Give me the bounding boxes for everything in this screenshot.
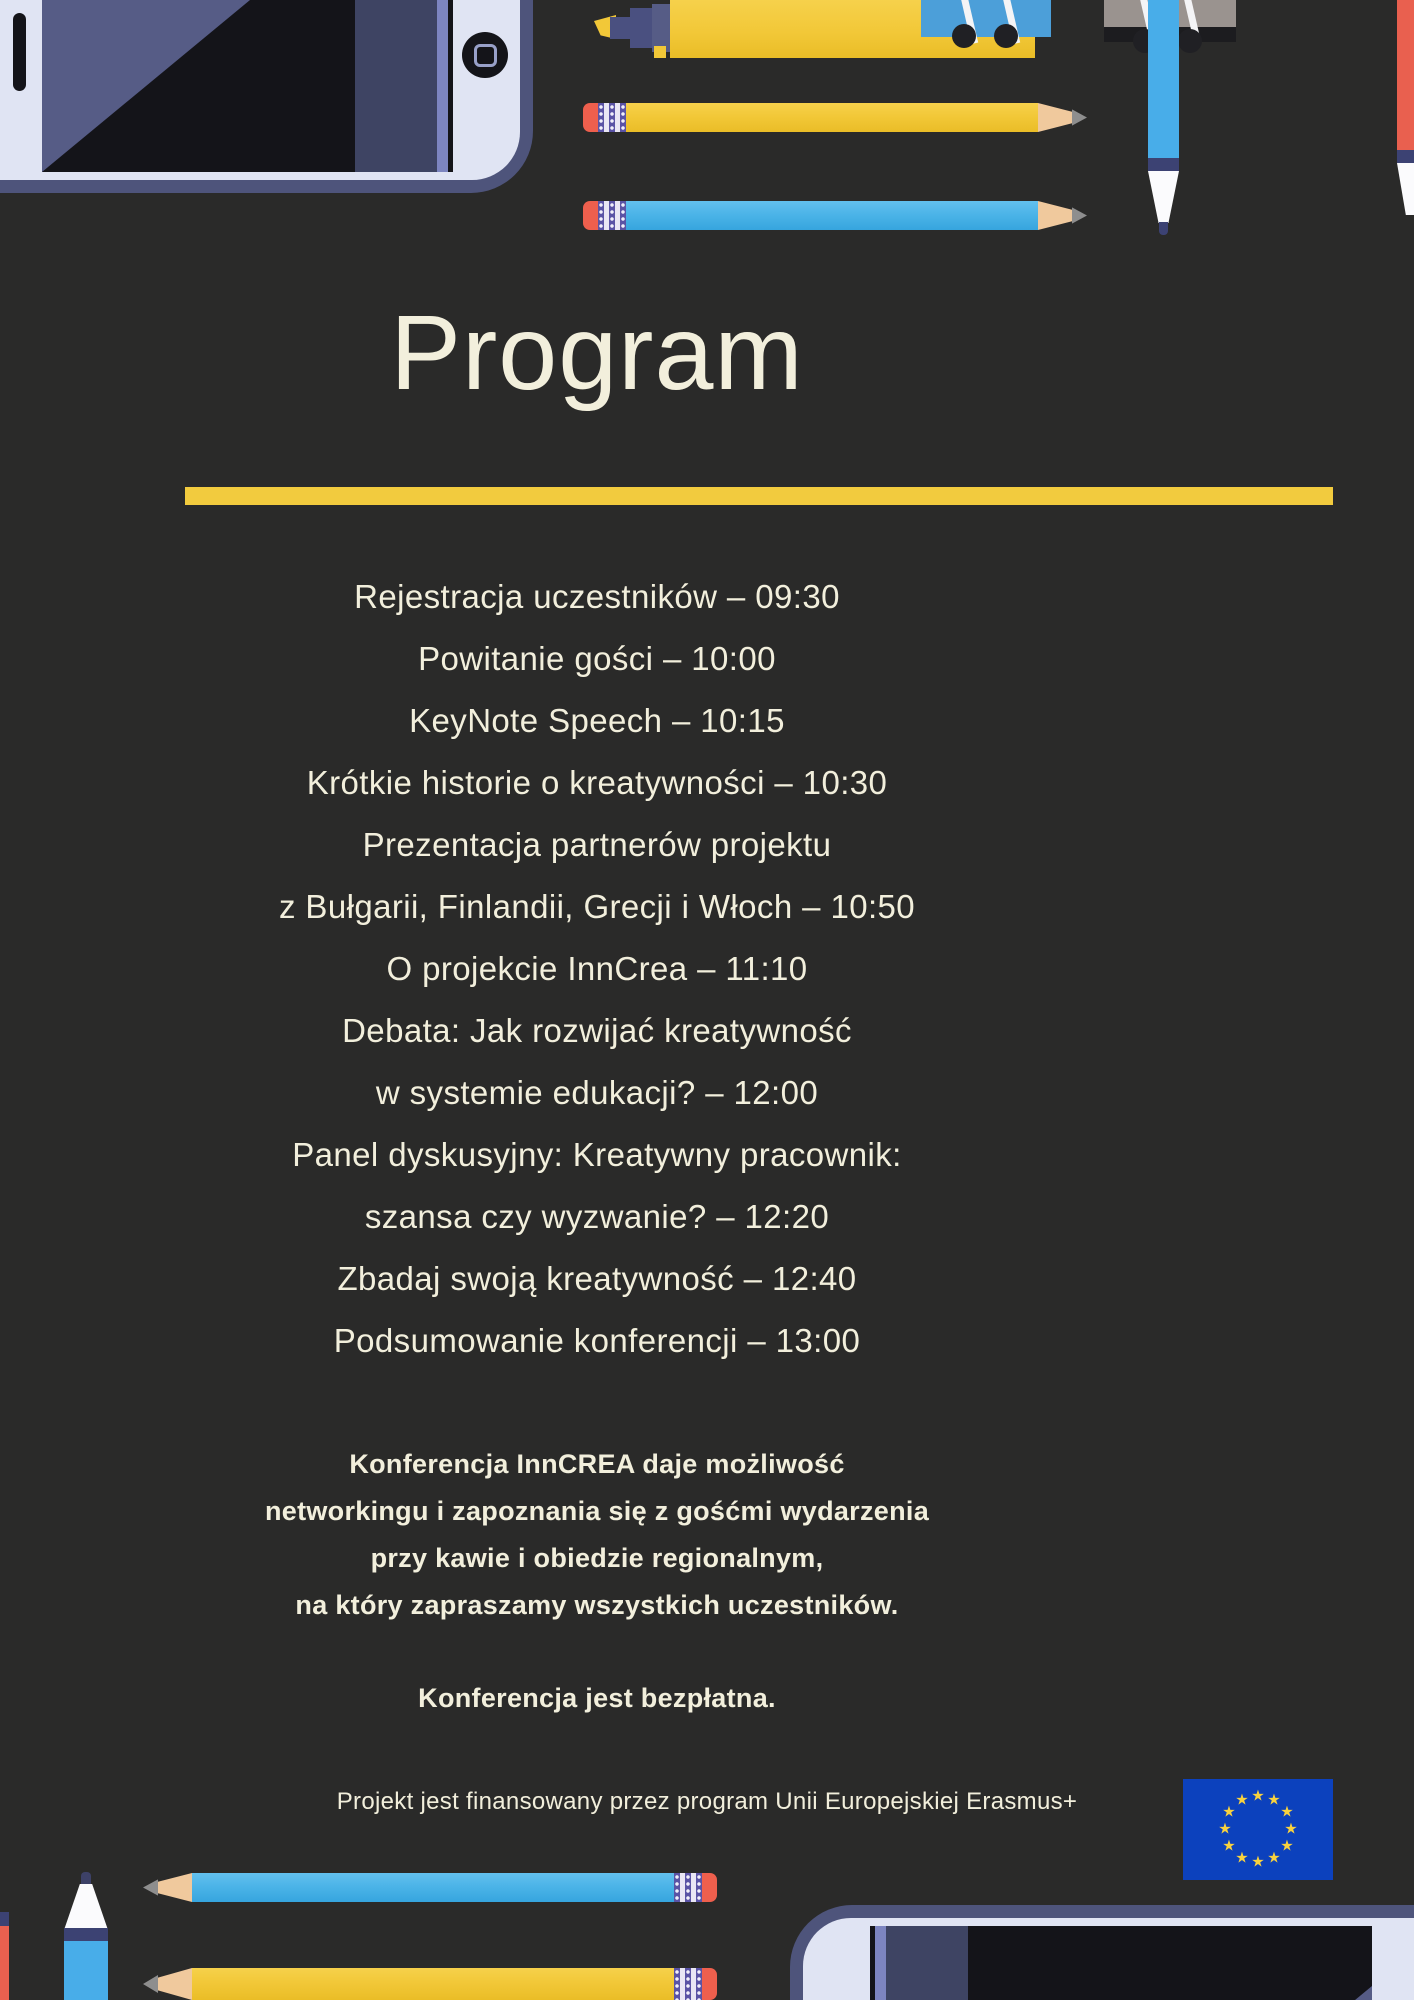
schedule-item: O projekcie InnCrea – 11:10 bbox=[386, 950, 808, 987]
eu-star-icon: ★ bbox=[1284, 1820, 1298, 1838]
eu-flag bbox=[1183, 1779, 1333, 1880]
pen-body bbox=[64, 1941, 108, 2000]
clip-wire-loop bbox=[994, 24, 1018, 48]
schedule-item: KeyNote Speech – 10:15 bbox=[409, 702, 785, 739]
pencil-ferrule bbox=[674, 1873, 702, 1902]
pen-nib bbox=[81, 1872, 91, 1886]
pencil-shaft bbox=[626, 201, 1038, 230]
binder-clip-blue-icon bbox=[921, 0, 1051, 37]
pencil-lead bbox=[143, 1968, 158, 2000]
blue-pen-icon bbox=[1148, 0, 1179, 236]
screen-side-panel bbox=[886, 1926, 968, 2000]
clip-wire-loop bbox=[952, 24, 976, 48]
eu-star-icon: ★ bbox=[1280, 1837, 1294, 1855]
screen-reflection-triangle bbox=[42, 0, 250, 172]
highlighter-nozzle bbox=[610, 17, 632, 39]
eu-star-icon: ★ bbox=[1251, 1853, 1265, 1871]
smartphone-screen bbox=[870, 1926, 1372, 2000]
yellow-pencil-bottom-icon bbox=[143, 1968, 717, 2000]
pen-tip bbox=[64, 1884, 108, 1930]
description-line: networkingu i zapoznania się z gośćmi wydarzenia bbox=[264, 1496, 930, 1526]
blue-pen-up-icon bbox=[64, 1872, 108, 2000]
smartphone-icon bbox=[0, 0, 533, 193]
eu-star-icon: ★ bbox=[1267, 1849, 1281, 1867]
pen-band bbox=[1148, 158, 1179, 171]
pen-tip bbox=[1397, 163, 1414, 215]
home-button-icon bbox=[462, 32, 508, 78]
pen-tip bbox=[1148, 171, 1179, 223]
pencil-wood-tip bbox=[1038, 201, 1072, 230]
pencil-eraser bbox=[702, 1873, 717, 1902]
pencil-wood-tip bbox=[158, 1873, 192, 1902]
funding-note: Projekt jest finansowany przez program Unii Europejskiej Erasmus+ bbox=[336, 1788, 1078, 1815]
pencil-shaft bbox=[192, 1873, 674, 1902]
networking-description bbox=[0, 1441, 1194, 1629]
schedule-item: Debata: Jak rozwijać kreatywność bbox=[342, 1012, 852, 1049]
pencil-ferrule bbox=[598, 103, 626, 132]
schedule-item: w systemie edukacji? – 12:00 bbox=[375, 1074, 819, 1111]
schedule-item: Podsumowanie konferencji – 13:00 bbox=[333, 1322, 861, 1359]
schedule-item: szansa czy wyzwanie? – 12:20 bbox=[364, 1198, 830, 1235]
eu-star-icon: ★ bbox=[1218, 1820, 1232, 1838]
eu-star-icon: ★ bbox=[1235, 1791, 1249, 1809]
screen-side-stripe bbox=[875, 1926, 886, 2000]
pen-body bbox=[1148, 0, 1179, 158]
pencil-ferrule bbox=[674, 1968, 702, 2000]
pencil-ferrule bbox=[598, 201, 626, 230]
schedule-item: Rejestracja uczestników – 09:30 bbox=[354, 578, 840, 615]
pen-body bbox=[1397, 0, 1414, 150]
smartphone-screen bbox=[42, 0, 453, 172]
screen-reflection-triangle bbox=[1164, 1986, 1372, 2000]
eu-star-icon: ★ bbox=[1235, 1849, 1249, 1867]
schedule-item: Prezentacja partnerów projektu bbox=[362, 826, 832, 863]
schedule-list bbox=[0, 566, 1194, 1372]
smartphone-icon bbox=[790, 1905, 1414, 2000]
highlighter-collar bbox=[652, 4, 672, 52]
pencil-eraser bbox=[702, 1968, 717, 2000]
schedule-item: Powitanie gości – 10:00 bbox=[418, 640, 776, 677]
description-line: Konferencja InnCREA daje możliwość bbox=[349, 1449, 845, 1479]
eu-star-icon: ★ bbox=[1280, 1803, 1294, 1821]
pencil-wood-tip bbox=[158, 1968, 192, 2000]
pen-nib bbox=[1159, 222, 1168, 235]
screen-side-panel bbox=[355, 0, 437, 172]
description-line: przy kawie i obiedzie regionalnym, bbox=[370, 1543, 824, 1573]
clip-wire-loop bbox=[1178, 29, 1202, 53]
eu-star-icon: ★ bbox=[1267, 1791, 1281, 1809]
blue-pencil-bottom-icon bbox=[143, 1873, 717, 1902]
pencil-shaft bbox=[192, 1968, 674, 2000]
pencil-lead bbox=[1072, 103, 1087, 132]
free-admission-note: Konferencja jest bezpłatna. bbox=[418, 1683, 776, 1713]
schedule-item: z Bułgarii, Finlandii, Grecji i Włoch – 10:50 bbox=[278, 888, 916, 925]
pencil-shaft bbox=[626, 103, 1038, 132]
schedule-item: Krótkie historie o kreatywności – 10:30 bbox=[306, 764, 888, 801]
schedule-item: Panel dyskusyjny: Kreatywny pracownik: bbox=[292, 1136, 902, 1173]
page-title: Program bbox=[390, 294, 804, 412]
title-divider bbox=[185, 487, 1333, 505]
pencil-wood-tip bbox=[1038, 103, 1072, 132]
clip-body bbox=[921, 0, 1051, 37]
speaker-slot-icon bbox=[13, 13, 26, 91]
eu-star-icon: ★ bbox=[1251, 1787, 1265, 1805]
eu-star-icon: ★ bbox=[1222, 1803, 1236, 1821]
yellow-pencil-icon bbox=[583, 103, 1087, 132]
pen-band bbox=[64, 1928, 108, 1941]
pencil-eraser bbox=[583, 201, 598, 230]
red-pen-icon bbox=[1397, 0, 1414, 220]
description-line: na który zapraszamy wszystkich uczestników. bbox=[295, 1590, 899, 1620]
schedule-item: Zbadaj swoją kreatywność – 12:40 bbox=[337, 1260, 857, 1297]
pen-band bbox=[1397, 150, 1414, 163]
screen-side-stripe bbox=[437, 0, 448, 172]
pencil-eraser bbox=[583, 103, 598, 132]
red-pencil-edge-band bbox=[0, 1912, 9, 1926]
pencil-lead bbox=[1072, 201, 1087, 230]
eu-star-icon: ★ bbox=[1222, 1837, 1236, 1855]
pencil-lead bbox=[143, 1873, 158, 1902]
blue-pencil-icon bbox=[583, 201, 1087, 230]
highlighter-nub bbox=[654, 46, 666, 58]
